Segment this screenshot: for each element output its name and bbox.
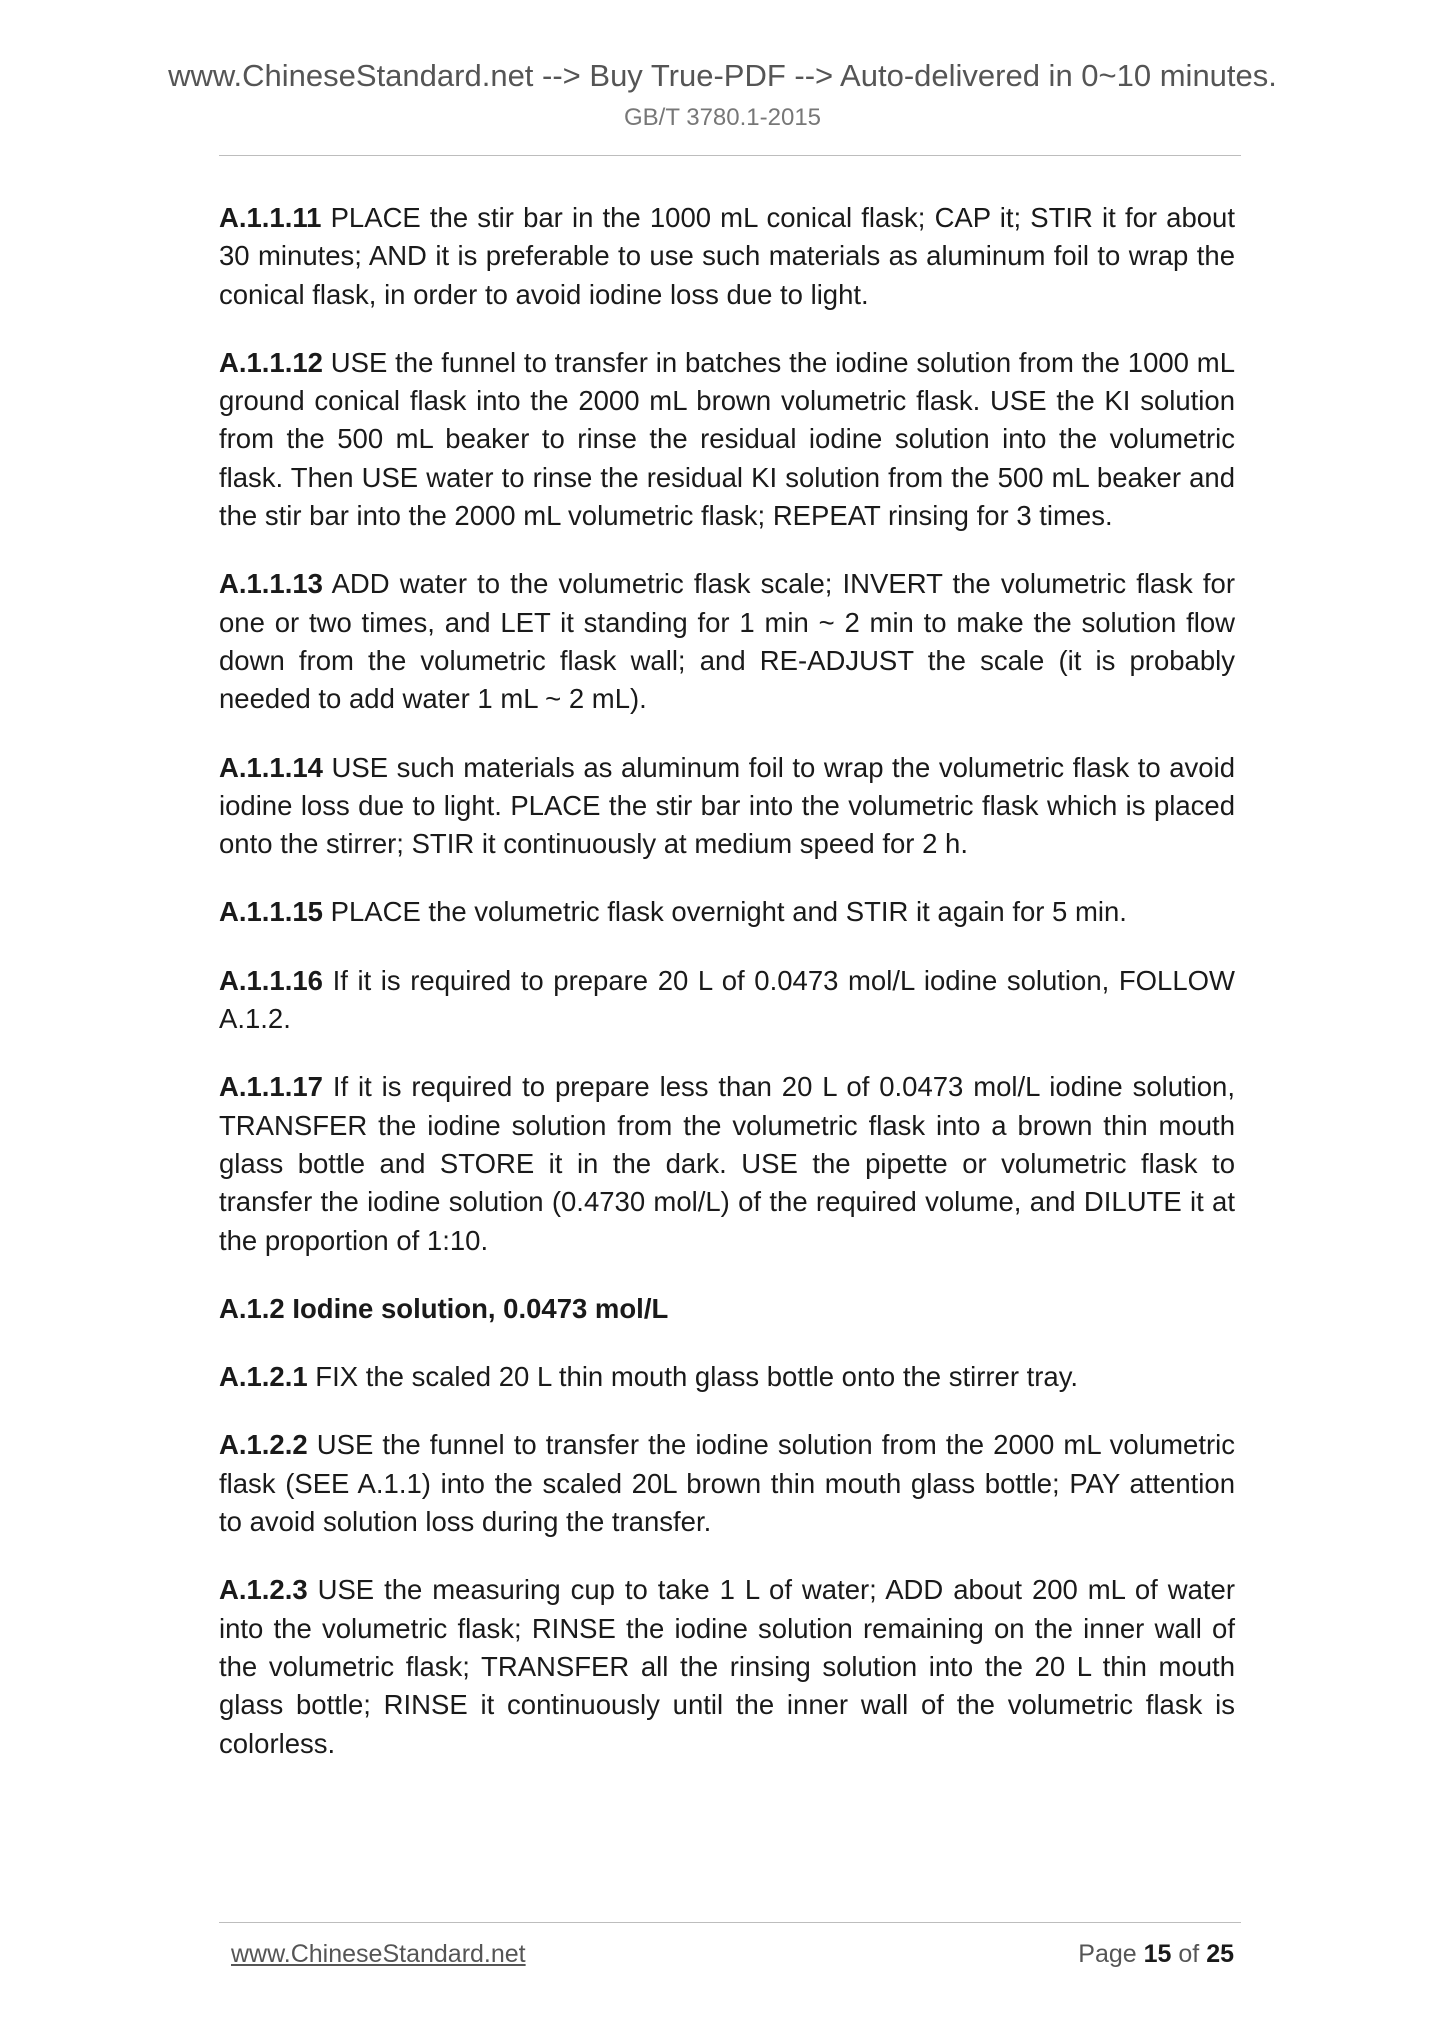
clause-number: A.1.1.11 — [219, 202, 322, 233]
clause-number: A.1.1.14 — [219, 751, 323, 783]
clause-text: If it is required to prepare 20 L of 0.0473 mol/L iodine solution, FOLLOW A.1.2. — [219, 964, 1235, 1035]
clause-number: A.1.1.17 — [219, 1071, 323, 1103]
paragraph-a-1-1-11 — [219, 199, 1235, 314]
clause-number: A.1.2.2 — [219, 1429, 308, 1461]
paragraph-a-1-2-3 — [219, 1571, 1235, 1762]
clause-text: USE such materials as aluminum foil to wrap the volumetric flask to avoid iodine loss due to light. PLACE the stir bar into the volumetric flask which is placed onto the stirrer; STIR it continuously at medium speed for 2 h. — [219, 751, 1235, 860]
paragraph-a-1-1-17 — [219, 1068, 1235, 1259]
page-current: 15 — [1143, 1940, 1172, 1968]
clause-text: USE the funnel to transfer in batches the iodine solution from the 1000 mL ground conical flask into the 2000 mL brown volumetric flask. USE the KI solution from the 500 mL beaker to rinse the residual iodine solution into the volumetric flask. Then USE water to rinse the residual KI solution from the 500 mL beaker and the stir bar into the 2000 mL volumetric flask; REPEAT rinsing for 3 times. — [219, 346, 1235, 532]
clause-text: ADD water to the volumetric flask scale; INVERT the volumetric flask for one or two times, and LET it standing for 1 min ~ 2 min to make the solution flow down from the volumetric flask wall; and RE-ADJUST the scale (it is probably needed to add water 1 mL ~ 2 mL). — [219, 568, 1235, 715]
standard-code: GB/T 3780.1-2015 — [623, 104, 822, 131]
header-link[interactable]: www.ChineseStandard.net --> Buy True-PDF --> Auto-delivered in 0~10 minutes. — [168, 58, 1277, 93]
footer-divider — [219, 1922, 1241, 1923]
paragraph-a-1-2-2 — [219, 1426, 1235, 1541]
page-indicator — [1078, 1939, 1234, 1969]
page-of: of — [1171, 1940, 1207, 1968]
clause-text: USE the funnel to transfer the iodine solution from the 2000 mL volumetric flask (SEE A.1.1) into the scaled 20L brown thin mouth glass bottle; PAY attention to avoid solution loss during the transfer. — [219, 1429, 1235, 1538]
paragraph-a-1-1-13 — [219, 565, 1235, 718]
clause-number: A.1.1.13 — [219, 568, 323, 600]
paragraph-a-1-1-15 — [219, 893, 1235, 931]
paragraph-a-1-1-14 — [219, 749, 1235, 864]
page-prefix: Page — [1078, 1940, 1144, 1968]
page-total: 25 — [1206, 1940, 1234, 1968]
clause-number: A.1.2.3 — [219, 1574, 308, 1606]
paragraph-a-1-1-12 — [219, 344, 1235, 535]
clause-text: If it is required to prepare less than 20 L of 0.0473 mol/L iodine solution, TRANSFER the iodine solution from the volumetric flask into a brown thin mouth glass bottle and STORE it in the dark. USE the pipette or volumetric flask to transfer the iodine solution (0.4730 mol/L) of the required volume, and DILUTE it at the proportion of 1:10. — [219, 1071, 1235, 1256]
paragraph-a-1-2-1 — [219, 1358, 1235, 1396]
clause-text: FIX the scaled 20 L thin mouth glass bottle onto the stirrer tray. — [307, 1361, 1079, 1393]
clause-number: A.1.2.1 — [219, 1361, 308, 1393]
clause-text: PLACE the stir bar in the 1000 mL conical flask; CAP it; STIR it for about 30 minutes; AND it is preferable to use such materials as aluminum foil to wrap the conical flask, in order to avoid iodine loss due to light. — [219, 202, 1235, 310]
footer-site-link[interactable]: www.ChineseStandard.net — [231, 1940, 526, 1968]
clause-text: USE the measuring cup to take 1 L of water; ADD about 200 mL of water into the volumetric flask; RINSE the iodine solution remaining on the inner wall of the volumetric flask; TRANSFER all the rinsing solution into the 20 L thin mouth glass bottle; RINSE it continuously until the inner wall of the volumetric flask is colorless. — [219, 1574, 1235, 1759]
clause-number: A.1.1.16 — [219, 964, 323, 996]
clause-number: A.1.1.15 — [219, 896, 323, 928]
header-divider — [219, 155, 1241, 156]
document-body — [219, 199, 1235, 1793]
clause-text: PLACE the volumetric flask overnight and STIR it again for 5 min. — [322, 896, 1127, 928]
section-heading: A.1.2 Iodine solution, 0.0473 mol/L — [219, 1292, 669, 1324]
paragraph-a-1-1-16 — [219, 962, 1235, 1039]
clause-number: A.1.1.12 — [219, 346, 323, 378]
